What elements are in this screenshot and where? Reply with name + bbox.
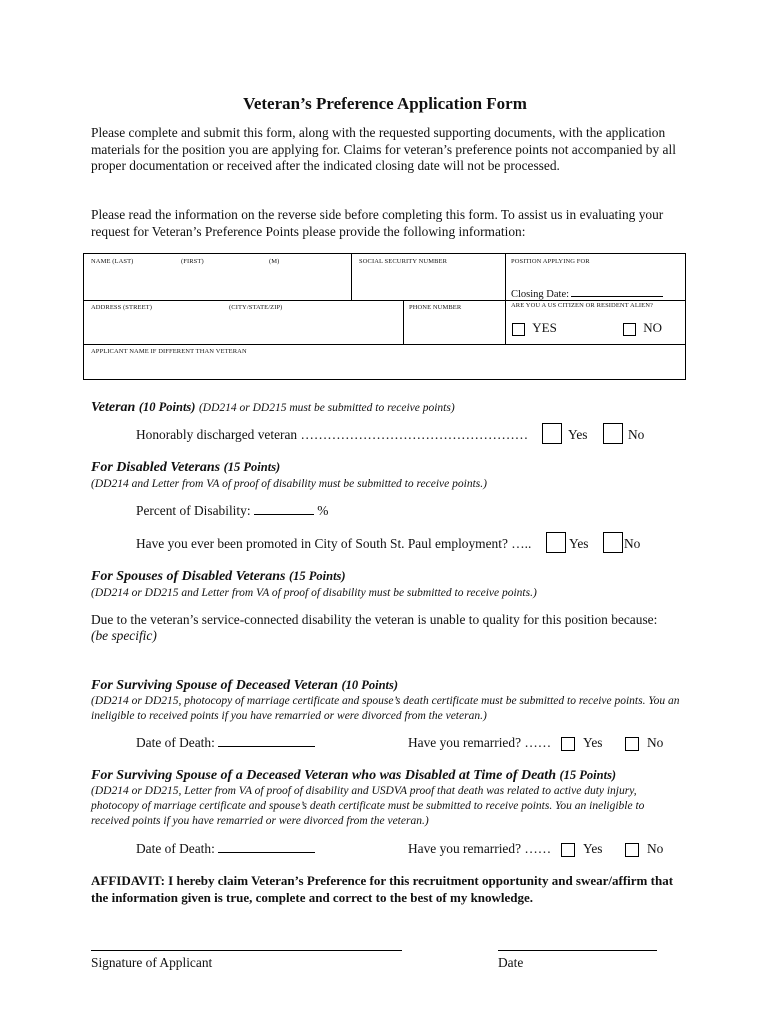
promoted-no-checkbox[interactable] — [603, 532, 623, 553]
disabled-veterans-heading: For Disabled Veterans (15 Points) — [91, 460, 281, 475]
name-first-label: (FIRST) — [181, 258, 204, 265]
spouses-disabled-reason-text: Due to the veteran’s service-connected disability the veteran is unable to quality for this position because: — [91, 612, 658, 627]
surviving-date-of-death-field[interactable]: Date of Death: — [136, 735, 315, 751]
veteran-heading: Veteran (10 Points) (DD214 or DD215 must be submitted to receive points) — [91, 400, 455, 415]
surviving-disabled-no-checkbox[interactable] — [625, 841, 639, 859]
instructions-paragraph: Please read the information on the reverse side before completing this form. To assist us in evaluating your request for Veteran’s Preference Points please provide the following information: — [91, 207, 664, 239]
citizen-yes-option[interactable]: YES — [512, 320, 557, 336]
spouses-disabled-heading: For Spouses of Disabled Veterans (15 Points) — [91, 569, 346, 584]
signature-line[interactable] — [91, 950, 402, 951]
promoted-yes-label: Yes — [569, 536, 589, 551]
address-street-label: ADDRESS (STREET) — [91, 304, 153, 311]
intro-paragraph: Please complete and submit this form, along with the requested supporting documents, with the application materials for the position you are applying for. Claims for veteran’s preference points not accompanied by all proper documentation or received after the indicated closing date will not be processed. — [91, 125, 676, 173]
spouses-disabled-specific: (be specific) — [91, 628, 157, 643]
applicant-info-grid — [83, 253, 686, 380]
ssn-label: SOCIAL SECURITY NUMBER — [359, 258, 448, 265]
promoted-yes-checkbox[interactable] — [546, 532, 566, 553]
surviving-yes-label: Yes — [583, 735, 603, 750]
surviving-disabled-yes-label: Yes — [583, 841, 603, 856]
phone-label: PHONE NUMBER — [409, 304, 462, 311]
surviving-disabled-yes-checkbox[interactable] — [561, 841, 575, 859]
form-title: Veteran’s Preference Application Form — [243, 94, 527, 113]
position-label: POSITION APPLYING FOR — [511, 258, 590, 265]
applicant-name-label: APPLICANT NAME IF DIFFERENT THAN VETERAN — [91, 348, 247, 355]
signature-label: Signature of Applicant — [91, 955, 213, 970]
promoted-no-label: No — [624, 536, 641, 551]
date-label: Date — [498, 955, 524, 970]
surviving-remarried-question: Have you remarried? …… — [408, 735, 552, 750]
citizen-no-checkbox[interactable] — [623, 323, 636, 336]
honorable-no-checkbox[interactable] — [603, 423, 623, 444]
surviving-no-checkbox[interactable] — [625, 735, 639, 753]
surviving-disabled-remarried-question: Have you remarried? …… — [408, 841, 552, 856]
surviving-disabled-no-label: No — [647, 841, 664, 856]
name-middle-label: (M) — [269, 258, 280, 265]
surviving-spouse-note: (DD214 or DD215, photocopy of marriage certificate and spouse’s death certificate must be submitted to receive points. You an ineligible to received points if you have remarried or were divorced from the veteran.) — [91, 695, 680, 722]
surviving-disabled-note: (DD214 or DD215, Letter from VA of proof of disability and USDVA proof that death was related to active duty injury, photocopy of marriage certificate and spouse’s death certificate must be submitted to receive points. You an ineligible to received points if you have remarried or were divorced from the veteran.) — [91, 785, 645, 827]
citizen-question: ARE YOU A US CITIZEN OR RESIDENT ALIEN? — [511, 302, 654, 309]
address-city-label: (CITY/STATE/ZIP) — [229, 304, 283, 311]
date-line[interactable] — [498, 950, 657, 951]
surviving-disabled-heading: For Surviving Spouse of a Deceased Veteran who was Disabled at Time of Death (15 Points) — [91, 768, 617, 783]
citizen-no-option[interactable]: NO — [623, 320, 662, 336]
surviving-disabled-date-of-death-field[interactable]: Date of Death: — [136, 841, 315, 857]
surviving-no-label: No — [647, 735, 664, 750]
closing-date-label: Closing Date: — [511, 289, 663, 300]
surviving-yes-checkbox[interactable] — [561, 735, 575, 753]
affidavit-text: AFFIDAVIT: I hereby claim Veteran’s Preference for this recruitment opportunity and swear/affirm that the information given is true, complete and correct to the best of my knowledge. — [91, 873, 674, 905]
percent-disability-field[interactable]: Percent of Disability: % — [136, 503, 329, 518]
surviving-spouse-heading: For Surviving Spouse of Deceased Veteran (10 Points) — [91, 678, 399, 693]
name-last-label: NAME (LAST) — [91, 258, 134, 265]
honorable-discharge-question: Honorably discharged veteran …………………………………………… — [136, 427, 529, 442]
honorable-yes-checkbox[interactable] — [542, 423, 562, 444]
promoted-question: Have you ever been promoted in City of South St. Paul employment? ….. — [136, 536, 532, 551]
honorable-no-label: No — [628, 427, 645, 442]
citizen-yes-checkbox[interactable] — [512, 323, 525, 336]
spouses-disabled-note: (DD214 or DD215 and Letter from VA of proof of disability must be submitted to receive points.) — [91, 587, 537, 599]
disabled-veterans-note: (DD214 and Letter from VA of proof of disability must be submitted to receive points.) — [91, 478, 487, 490]
honorable-yes-label: Yes — [568, 427, 588, 442]
